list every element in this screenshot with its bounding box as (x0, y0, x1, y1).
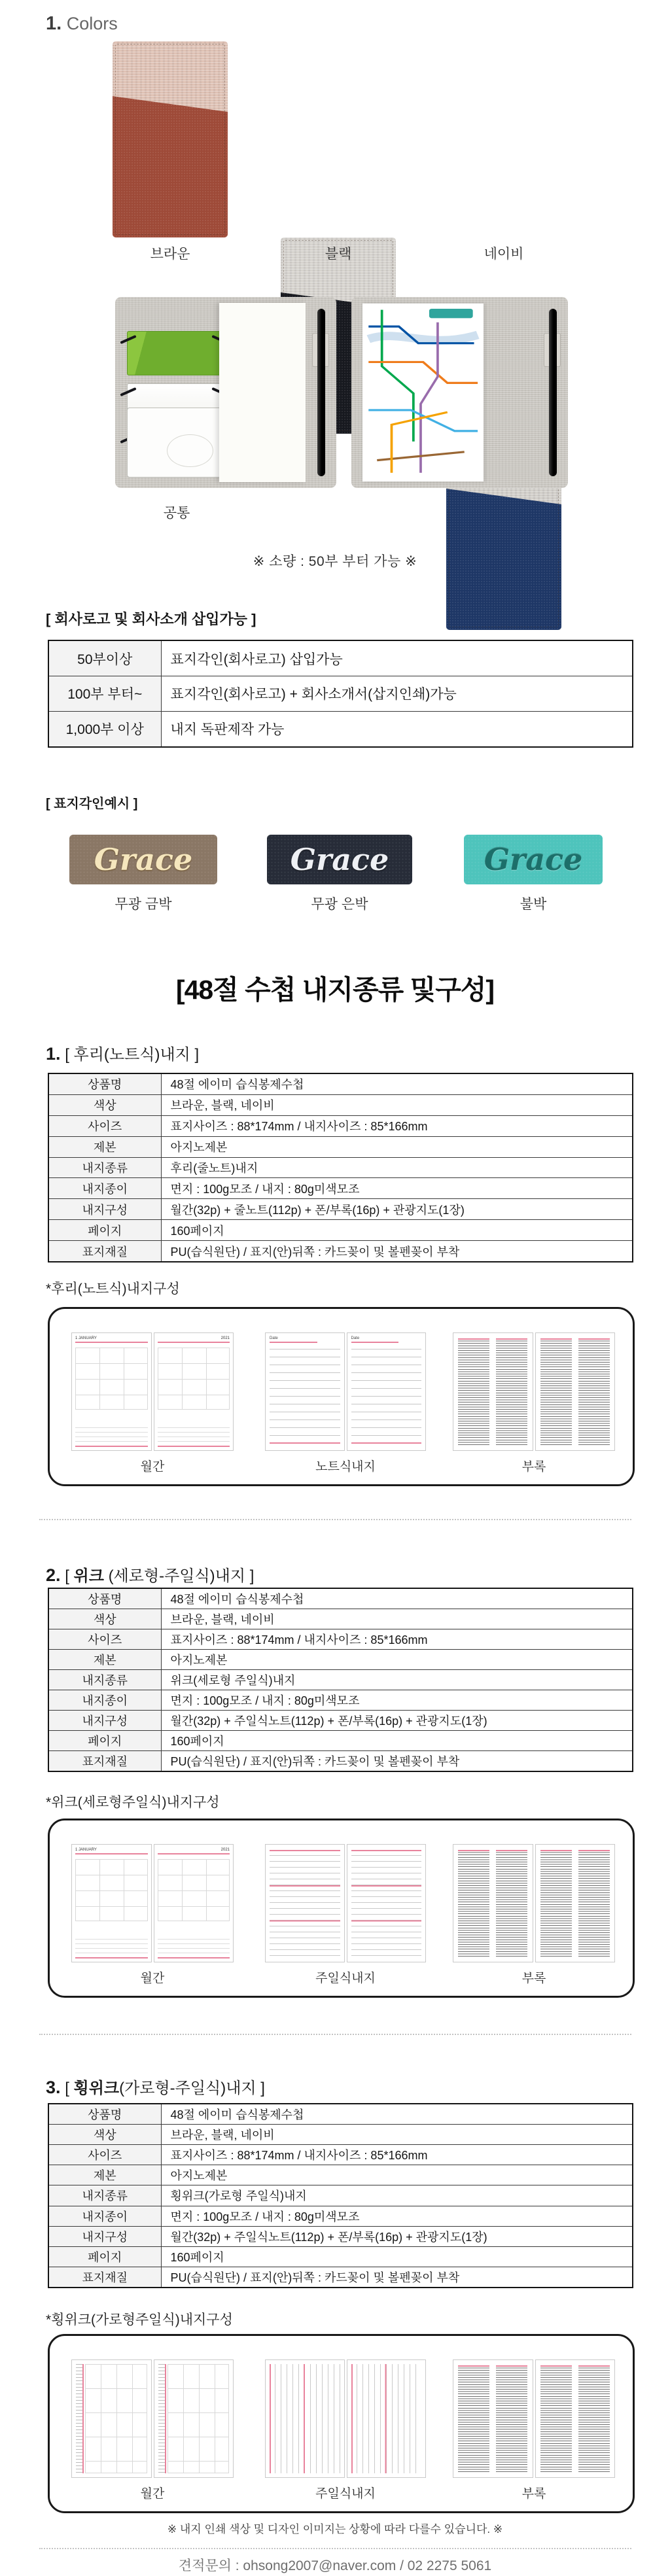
engraving-label-gold: 무광 금박 (115, 897, 172, 912)
spread-monthly (71, 1332, 234, 1451)
quantity-row (48, 676, 633, 712)
engraving-label-silver: 무광 은박 (311, 897, 368, 912)
spec-label: 상품명 (48, 1073, 161, 1094)
section-heading-pre: [ (65, 1567, 74, 1585)
spec-value: 후리(줄노트)내지 (161, 1157, 633, 1178)
quantity-desc-cell: 표지각인(회사로고) + 회사소개서(삽지인쇄)가능 (161, 676, 633, 712)
dotted-divider (39, 1519, 631, 1520)
appendix-page (535, 2359, 616, 2478)
spread-weekly-vertical (265, 1844, 426, 1962)
gallery-label: 노트식내지 (315, 1460, 376, 1474)
weekly-page-rotated (347, 2359, 427, 2478)
spec-label: 사이즈 (48, 2145, 161, 2165)
spec-value: 아지노제본 (161, 1649, 633, 1669)
pen-icon (317, 309, 325, 477)
dotted-divider (39, 2548, 631, 2549)
spec-label: 내지종류 (48, 1157, 161, 1178)
inner-config-subtitle-1: *후리(노트식)내지구성 (46, 1281, 180, 1297)
year-header: 2021 (220, 1848, 230, 1852)
spec-value: 160페이지 (161, 2246, 633, 2267)
dotted-divider (39, 2034, 631, 2035)
cover-photo-brown (113, 41, 228, 237)
spec-label: 페이지 (48, 1220, 161, 1241)
spec-value: 160페이지 (161, 1220, 633, 1241)
spec-label: 색상 (48, 2125, 161, 2145)
section-heading-rest: (세로형-주일식)내지 ] (103, 1567, 255, 1585)
memo-lines (158, 1427, 230, 1447)
cover-label-navy: 네이비 (484, 247, 524, 262)
colors-title-number: 1. (46, 13, 62, 34)
calendar-grid (158, 1859, 230, 1921)
spec-label: 사이즈 (48, 1629, 161, 1650)
section-heading-rest: 후리(노트식)내지 ] (73, 1046, 200, 1064)
spread-appendix (453, 2359, 615, 2478)
quantity-cell: 50부이상 (48, 640, 161, 676)
spec-label: 내지구성 (48, 1199, 161, 1220)
spec-value: 아지노제본 (161, 1136, 633, 1157)
contact-info: 견적문의 : ohsong2007@naver.com / 02 2275 5061 (178, 2558, 492, 2573)
cover-label-black: 블랙 (325, 247, 352, 262)
spec-value: 월간(32p) + 주일식노트(112p) + 폰/부록(16p) + 관광지도(1장) (161, 2226, 633, 2246)
spec-value: 횡위크(가로형 주일식)내지 (161, 2185, 633, 2206)
spec-value: 48절 에이미 습식봉제수첩 (161, 1073, 633, 1094)
spec-label: 내지구성 (48, 1710, 161, 1730)
gallery-box-2 (48, 1819, 635, 1998)
monthly-page-right (154, 1844, 234, 1962)
spec-label: 색상 (48, 1094, 161, 1115)
engraving-sample-silver (267, 835, 412, 884)
date-header: Date (351, 1336, 399, 1343)
date-header: Date (270, 1336, 317, 1343)
business-card-green (127, 331, 221, 375)
engraving-text: Grace (94, 842, 193, 877)
spec-label: 페이지 (48, 1730, 161, 1750)
appendix-page (535, 1844, 616, 1962)
month-header: 1 JANUARY (75, 1848, 97, 1852)
spec-value: 면지 : 100g모조 / 내지 : 80g미색모조 (161, 1690, 633, 1710)
spec-label: 상품명 (48, 1588, 161, 1609)
spec-value: 48절 에이미 습식봉제수첩 (161, 1588, 633, 1609)
memo-lines (75, 1427, 148, 1447)
appendix-page (535, 1332, 616, 1451)
spec-label: 제본 (48, 1649, 161, 1669)
spec-value: 면지 : 100g모조 / 내지 : 80g미색모조 (161, 1178, 633, 1199)
memo-lines (75, 1939, 148, 1958)
spec-label: 내지종이 (48, 1690, 161, 1710)
minimum-quantity-note: ※ 소량 : 50부 부터 가능 ※ (253, 554, 417, 569)
disclaimer-note: ※ 내지 인쇄 색상 및 디자인 이미지는 상황에 따라 다를수 있습니다. ※ (167, 2523, 503, 2535)
spec-label: 페이지 (48, 2246, 161, 2267)
interior-photo-map (351, 297, 568, 488)
inner-config-subtitle-2: *위크(세로형주일식)내지구성 (46, 1795, 220, 1810)
spec-value: 월간(32p) + 줄노트(112p) + 폰/부록(16p) + 관광지도(1장) (161, 1199, 633, 1220)
cover-leather-brown (113, 41, 228, 237)
quantity-table (48, 640, 633, 748)
gallery-label: 부록 (521, 1460, 546, 1474)
appendix-page (453, 1844, 533, 1962)
spec-value: PU(습식원단) / 표지(안)뒤쪽 : 카드꽂이 및 볼펜꽂이 부착 (161, 2267, 633, 2288)
spec-value: 표지사이즈 : 88*174mm / 내지사이즈 : 85*166mm (161, 1629, 633, 1650)
calendar-grid (75, 1348, 148, 1410)
spec-table-1 (48, 1073, 633, 1262)
weekly-page (265, 1844, 345, 1962)
blank-note-page (219, 303, 306, 482)
appendix-page (453, 1332, 533, 1451)
spec-value: 브라운, 블랙, 네이비 (161, 1094, 633, 1115)
quantity-row (48, 640, 633, 676)
interior-photo-pockets (115, 297, 336, 488)
spec-label: 내지구성 (48, 2226, 161, 2246)
gallery-label: 부록 (521, 2487, 546, 2501)
gallery-label: 월간 (140, 1460, 165, 1474)
gallery-label: 월간 (140, 1972, 165, 1985)
section-heading-strong: 횡위크 (73, 2080, 120, 2097)
section-heading-pre: [ (65, 2080, 74, 2097)
spec-label: 사이즈 (48, 1115, 161, 1136)
spec-value: 160페이지 (161, 1730, 633, 1750)
colors-title-text: Colors (66, 14, 118, 33)
spec-value: 면지 : 100g모조 / 내지 : 80g미색모조 (161, 2206, 633, 2226)
spec-label: 제본 (48, 1136, 161, 1157)
metro-map-page (362, 304, 484, 481)
memo-lines (158, 1939, 230, 1958)
pen-icon (549, 309, 557, 477)
section-2-heading (46, 1563, 254, 1586)
engraving-label-emboss: 불박 (520, 897, 547, 912)
spec-label: 내지종류 (48, 2185, 161, 2206)
inner-config-subtitle-3: *횡위크(가로형주일식)내지구성 (46, 2312, 233, 2327)
spread-monthly (71, 1844, 234, 1962)
engraving-sample-gold (69, 835, 217, 884)
spec-value: PU(습식원단) / 표지(안)뒤쪽 : 카드꽂이 및 볼펜꽂이 부착 (161, 1241, 633, 1262)
spec-label: 표지재질 (48, 2267, 161, 2288)
section-number: 3. (46, 2078, 61, 2097)
spec-value: 위크(세로형 주일식)내지 (161, 1669, 633, 1690)
spec-value: 표지사이즈 : 88*174mm / 내지사이즈 : 85*166mm (161, 2145, 633, 2165)
calendar-grid (75, 1859, 148, 1921)
spec-value: PU(습식원단) / 표지(안)뒤쪽 : 카드꽂이 및 볼펜꽂이 부착 (161, 1750, 633, 1771)
spec-table-2 (48, 1588, 633, 1772)
engraving-heading: [ 표지각인예시 ] (46, 797, 138, 811)
spread-appendix (453, 1332, 615, 1451)
appendix-page (453, 2359, 533, 2478)
spread-notes (265, 1332, 426, 1451)
engraving-sample-emboss (464, 835, 603, 884)
section-heading-strong: 위크 (73, 1567, 104, 1585)
section-number: 1. (46, 1044, 61, 1064)
colors-section-title (46, 13, 118, 35)
quantity-cell: 1,000부 이상 (48, 711, 161, 747)
cover-label-brown: 브라운 (150, 247, 190, 262)
spread-monthly-horizontal (71, 2359, 234, 2478)
gallery-label: 월간 (140, 2487, 165, 2501)
metro-map (362, 304, 484, 481)
spec-value: 아지노제본 (161, 2165, 633, 2185)
spec-label: 표지재질 (48, 1750, 161, 1771)
weekly-page-rotated (265, 2359, 345, 2478)
section-number: 2. (46, 1565, 61, 1585)
monthly-page-right (154, 1332, 234, 1451)
spec-label: 내지종이 (48, 1178, 161, 1199)
gallery-box-1 (48, 1307, 635, 1486)
spec-value: 브라운, 블랙, 네이비 (161, 1609, 633, 1629)
spec-label: 내지종이 (48, 2206, 161, 2226)
spread-appendix (453, 1844, 615, 1962)
spec-value: 브라운, 블랙, 네이비 (161, 2125, 633, 2145)
logo-insert-heading: [ 회사로고 및 회사소개 삽입가능 ] (46, 611, 256, 627)
section-1-heading (46, 1041, 199, 1064)
monthly-page-left (71, 1844, 152, 1962)
year-header: 2021 (220, 1336, 230, 1340)
section-heading-pre: [ (65, 1046, 74, 1064)
ruled-lines (270, 1349, 340, 1444)
note-page (347, 1332, 427, 1451)
ruled-lines (351, 1349, 422, 1444)
main-title: [48절 수첩 내지종류 및구성] (175, 975, 495, 1005)
spec-value: 표지사이즈 : 88*174mm / 내지사이즈 : 85*166mm (161, 1115, 633, 1136)
quantity-cell: 100부 부터~ (48, 676, 161, 712)
card-window-pocket (127, 408, 226, 478)
quantity-row (48, 711, 633, 747)
spec-label: 내지종류 (48, 1669, 161, 1690)
gallery-box-3 (48, 2334, 635, 2513)
engraving-text: Grace (290, 842, 389, 877)
spec-label: 색상 (48, 1609, 161, 1629)
quantity-desc-cell: 내지 독판제작 가능 (161, 711, 633, 747)
gallery-label: 주일식내지 (315, 1972, 376, 1985)
monthly-page-rotated (71, 2359, 152, 2478)
spec-label: 표지재질 (48, 1241, 161, 1262)
monthly-page-rotated (154, 2359, 234, 2478)
month-header: 1 JANUARY (75, 1336, 97, 1340)
quantity-desc-cell: 표지각인(회사로고) 삽입가능 (161, 640, 633, 676)
engraving-text: Grace (484, 842, 583, 877)
weekly-page (347, 1844, 427, 1962)
note-page (265, 1332, 345, 1451)
section-3-heading (46, 2075, 265, 2098)
spec-value: 월간(32p) + 주일식노트(112p) + 폰/부록(16p) + 관광지도(1장) (161, 1710, 633, 1730)
gallery-label: 부록 (521, 1972, 546, 1985)
spread-weekly-horizontal (265, 2359, 426, 2478)
common-label: 공통 (163, 506, 190, 521)
gallery-label: 주일식내지 (315, 2487, 376, 2501)
spec-label: 제본 (48, 2165, 161, 2185)
spec-label: 상품명 (48, 2104, 161, 2125)
monthly-page-left (71, 1332, 152, 1451)
spec-table-3 (48, 2103, 633, 2288)
spec-value: 48절 에이미 습식봉제수첩 (161, 2104, 633, 2125)
section-heading-rest: (가로형-주일식)내지 ] (119, 2080, 265, 2097)
calendar-grid (158, 1348, 230, 1410)
